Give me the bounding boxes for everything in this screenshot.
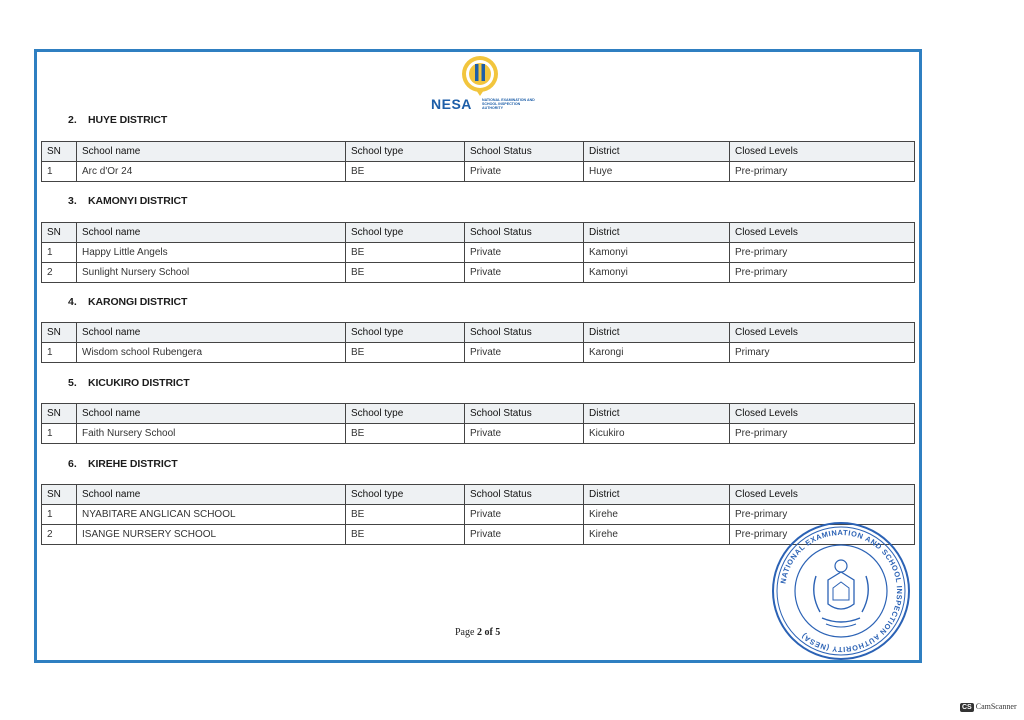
section-heading bbox=[68, 296, 187, 308]
table-cell: 1 bbox=[42, 243, 77, 263]
column-header: SN bbox=[42, 485, 77, 505]
column-header: School Status bbox=[465, 223, 584, 243]
table-cell: Private bbox=[465, 243, 584, 263]
table-cell: 1 bbox=[42, 424, 77, 444]
column-header: School type bbox=[346, 323, 465, 343]
column-header: School type bbox=[346, 404, 465, 424]
section-heading bbox=[68, 114, 167, 126]
column-header: District bbox=[584, 223, 730, 243]
table-cell: BE bbox=[346, 424, 465, 444]
column-header: School name bbox=[77, 142, 346, 162]
table-cell: Pre-primary bbox=[730, 162, 915, 182]
column-header: School name bbox=[77, 404, 346, 424]
column-header: Closed Levels bbox=[730, 223, 915, 243]
table-row bbox=[42, 343, 915, 363]
section-heading bbox=[68, 377, 190, 389]
table-cell: Kirehe bbox=[584, 525, 730, 545]
section-title: KARONGI DISTRICT bbox=[88, 296, 188, 308]
column-header: Closed Levels bbox=[730, 323, 915, 343]
section-number: 6. bbox=[68, 458, 77, 470]
table-cell: Pre-primary bbox=[730, 263, 915, 283]
column-header: Closed Levels bbox=[730, 485, 915, 505]
logo-name: NESA bbox=[431, 96, 472, 112]
section-heading bbox=[68, 195, 187, 207]
table-row bbox=[42, 424, 915, 444]
column-header: School Status bbox=[465, 323, 584, 343]
schools-table bbox=[41, 403, 915, 444]
table-cell: Happy Little Angels bbox=[77, 243, 346, 263]
table-cell: Kamonyi bbox=[584, 243, 730, 263]
table-cell: BE bbox=[346, 162, 465, 182]
column-header: District bbox=[584, 404, 730, 424]
section-title: KAMONYI DISTRICT bbox=[88, 195, 188, 207]
column-header: District bbox=[584, 485, 730, 505]
table-cell: Pre-primary bbox=[730, 505, 915, 525]
table-cell: Arc d'Or 24 bbox=[77, 162, 346, 182]
column-header: School type bbox=[346, 142, 465, 162]
schools-table bbox=[41, 141, 915, 182]
table-cell: BE bbox=[346, 263, 465, 283]
table-cell: Private bbox=[465, 505, 584, 525]
column-header: District bbox=[584, 142, 730, 162]
table-cell: Primary bbox=[730, 343, 915, 363]
table-header-row bbox=[42, 485, 915, 505]
table-header-row bbox=[42, 323, 915, 343]
logo-subtitle: NATIONAL EXAMINATION AND SCHOOL INSPECTION AUTHORITY bbox=[482, 98, 535, 110]
nesa-seal-icon bbox=[770, 520, 912, 662]
table-cell: BE bbox=[346, 343, 465, 363]
column-header: District bbox=[584, 323, 730, 343]
table-cell: Karongi bbox=[584, 343, 730, 363]
column-header: SN bbox=[42, 323, 77, 343]
column-header: School name bbox=[77, 323, 346, 343]
column-header: School type bbox=[346, 223, 465, 243]
table-header-row bbox=[42, 223, 915, 243]
table-row bbox=[42, 263, 915, 283]
section-title: HUYE DISTRICT bbox=[88, 114, 168, 126]
table-row bbox=[42, 243, 915, 263]
camscanner-watermark: CS CamScanner bbox=[962, 702, 1017, 711]
section-number: 5. bbox=[68, 377, 77, 389]
table-cell: Private bbox=[465, 525, 584, 545]
section-title: KIREHE DISTRICT bbox=[88, 458, 178, 470]
column-header: SN bbox=[42, 404, 77, 424]
table-cell: BE bbox=[346, 243, 465, 263]
table-row bbox=[42, 162, 915, 182]
table-cell: 2 bbox=[42, 263, 77, 283]
table-cell: Pre-primary bbox=[730, 525, 915, 545]
table-cell: Huye bbox=[584, 162, 730, 182]
table-cell: 1 bbox=[42, 343, 77, 363]
table-cell: Kamonyi bbox=[584, 263, 730, 283]
section-number: 2. bbox=[68, 114, 77, 126]
table-cell: Sunlight Nursery School bbox=[77, 263, 346, 283]
section-title: KICUKIRO DISTRICT bbox=[88, 377, 190, 389]
table-cell: Kicukiro bbox=[584, 424, 730, 444]
section-number: 3. bbox=[68, 195, 77, 207]
column-header: Closed Levels bbox=[730, 404, 915, 424]
table-cell: BE bbox=[346, 505, 465, 525]
column-header: School Status bbox=[465, 404, 584, 424]
schools-table bbox=[41, 322, 915, 363]
page-number: Page 2 of 5 bbox=[455, 627, 501, 638]
table-cell: Private bbox=[465, 343, 584, 363]
table-cell: Wisdom school Rubengera bbox=[77, 343, 346, 363]
svg-text:NATIONAL EXAMINATION AND SCHOO: NATIONAL EXAMINATION AND SCHOOL INSPECTION AUTHORITY (NESA) bbox=[778, 527, 905, 655]
section-number: 4. bbox=[68, 296, 77, 308]
table-cell: 1 bbox=[42, 162, 77, 182]
table-cell: Private bbox=[465, 424, 584, 444]
table-cell: 1 bbox=[42, 505, 77, 525]
column-header: School Status bbox=[465, 142, 584, 162]
column-header: SN bbox=[42, 142, 77, 162]
column-header: School type bbox=[346, 485, 465, 505]
table-cell: Pre-primary bbox=[730, 424, 915, 444]
column-header: School name bbox=[77, 223, 346, 243]
table-cell: Kirehe bbox=[584, 505, 730, 525]
table-cell: Pre-primary bbox=[730, 243, 915, 263]
column-header: School Status bbox=[465, 485, 584, 505]
table-cell: NYABITARE ANGLICAN SCHOOL bbox=[77, 505, 346, 525]
table-cell: Private bbox=[465, 263, 584, 283]
table-cell: 2 bbox=[42, 525, 77, 545]
schools-table bbox=[41, 222, 915, 283]
column-header: Closed Levels bbox=[730, 142, 915, 162]
table-cell: ISANGE NURSERY SCHOOL bbox=[77, 525, 346, 545]
column-header: School name bbox=[77, 485, 346, 505]
table-cell: BE bbox=[346, 525, 465, 545]
table-header-row bbox=[42, 142, 915, 162]
table-cell: Faith Nursery School bbox=[77, 424, 346, 444]
table-cell: Private bbox=[465, 162, 584, 182]
column-header: SN bbox=[42, 223, 77, 243]
section-heading bbox=[68, 458, 178, 470]
table-header-row bbox=[42, 404, 915, 424]
